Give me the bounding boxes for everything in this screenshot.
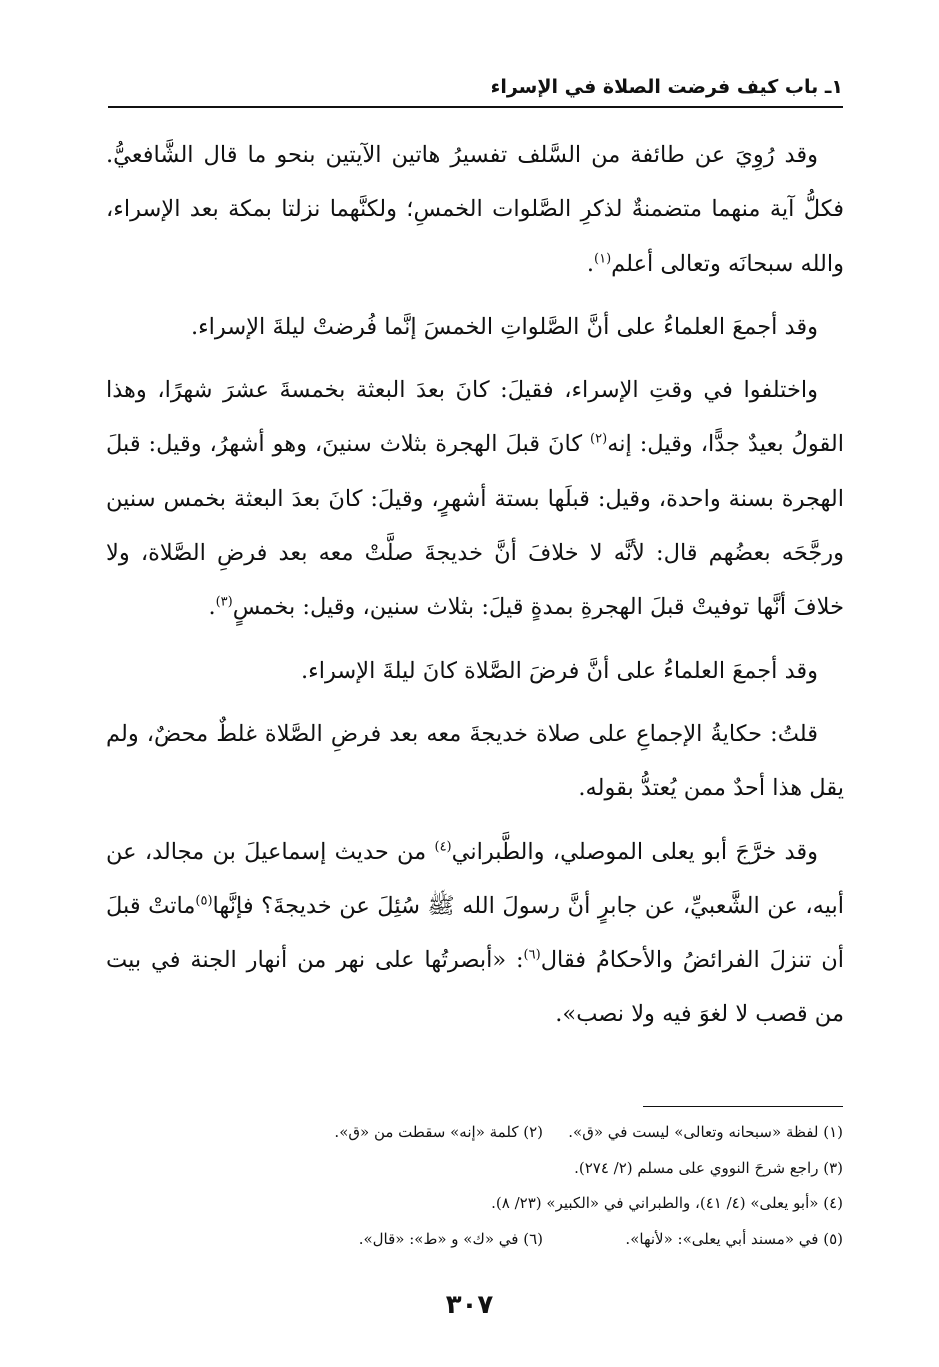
paragraph: وقد رُوِيَ عن طائفة من السَّلف تفسيرُ هاتين الآيتين بنحو ما قال الشَّافعيُّ. فكلُّ آية منهما متضمنةٌ لذكرِ الصَّلوات الخمسِ؛ ولكنَّهما نزلتا بمكة بعد الإسراء، والله سبحانَه وتعالى أعلم$^{(١)}$. [106,142,844,277]
paragraph: وقد أجمعَ العلماءُ على أنَّ الصَّلواتِ الخمسَ إنَّما فُرضتْ ليلةَ الإسراء. [190,313,818,340]
footnote-ref[interactable]: (٣) [215,594,233,610]
footnote-6: (٦) في «ك» و «ط»: «قال». [358,1229,543,1248]
main-text [106,128,844,1051]
footnote-line [108,1225,843,1254]
paragraph: وقد أجمعَ العلماءُ على أنَّ فرضَ الصَّلاة كانَ ليلةَ الإسراء. [301,657,818,684]
footnote-line [108,1189,843,1218]
footnote-line [108,1118,843,1147]
footnote-ref[interactable]: (١) [594,251,612,267]
footnote-ref[interactable]: (٥) [195,893,213,909]
paragraph: قلتُ: حكايةُ الإجماعِ على صلاة خديجةَ معه بعد فرضِ الصَّلاة غلطٌ محضٌ، ولم يقل هذا أحدٌ ممن يُعتدُّ بقوله. [106,720,844,802]
footnote-3: (٣) راجع شرحَ النووي على مسلم (٢/ ٢٧٤). [574,1158,843,1177]
paragraph: وقد خرَّجَ أبو يعلى الموصلي، والطَّبراني$^{(٤)}$ من حديث إسماعيلَ بن مجالد، عن أبيه، عن الشَّعبيِّ، عن جابرٍ أنَّ رسولَ الله ﷺ سُئِلَ عن خديجةَ؟ فإنَّها$^{(٥)}$ماتتْ قبلَ أن تنزلَ الفرائضُ والأحكامُ فقال$^{(٦)}$: «أبصرتُها على نهر من أنهار الجنة في بيت من قصب لا لغوَ فيه ولا نصب». [106,838,844,1028]
footnote-divider [643,1106,843,1107]
footnotes [108,1118,843,1260]
chapter-title: ١ـ باب كيف فرضت الصلاة في الإسراء [490,76,843,98]
footnote-ref[interactable]: (٢) [590,431,608,447]
footnote-4: (٤) «أبو يعلى» (٤/ ٤١)، والطبراني في «الكبير» (٢٣/ ٨). [491,1194,843,1212]
footnote-ref[interactable]: (٦) [523,947,541,963]
page-number: ٣٠٧ [445,1290,494,1320]
paragraph: واختلفوا في وقتِ الإسراء، فقيلَ: كانَ بعدَ البعثة بخمسةَ عشرَ شهرًا، وهذا القولُ بعيدٌ جدًّا، وقيل: إنه$^{(٢)}$ كانَ قبلَ الهجرة بثلاث سنينَ، وهو أشهرُ، وقيل: قبلَ الهجرة بسنة واحدة، وقيل: قبلَها بستة أشهرٍ، وقيلَ: كانَ بعدَ البعثة بخمس سنين ورجَّحَه بعضُهم قال: لأنَّه لا خلافَ أنَّ خديجةَ صلَّتْ معه بعد فرضِ الصَّلاة، ولا خلافَ أنَّها توفيتْ قبلَ الهجرةِ بمدةٍ قيلَ: بثلاث سنين، وقيل: بخمسٍ$^{(٣)}$. [106,377,845,621]
footnote-1: (١) لفظة «سبحانه وتعالى» ليست في «ق». [568,1123,843,1141]
running-header [108,72,843,108]
header-divider [108,106,843,108]
footnote-ref[interactable]: (٤) [434,839,452,855]
footnote-5: (٥) في «مسند أبي يعلى»: «لأنها». [625,1229,843,1248]
footnote-2: (٢) كلمة «إنه» سقطت من «ق». [334,1123,543,1141]
footnote-line [108,1154,843,1183]
